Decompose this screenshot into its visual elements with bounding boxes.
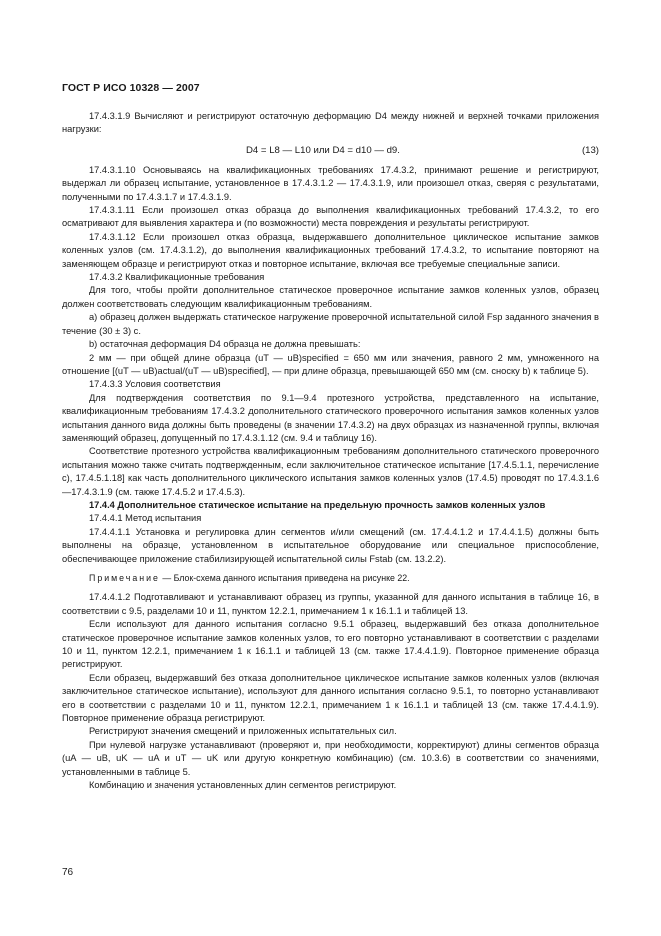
reuse-paragraph-2: Если образец, выдержавший без отказа дополнительное циклическое испытание замков коленных узлов (включая заключительное статическое испытание), используют для данного испытания согласно 9.5.1, то повторно устанавливают его в соответствии с разделами 10 и 11, пунктом 12.2.1, примечанием 1 к 16.1.1 и таблицей 13 (см. также 17.4.4.1.9). Повторное применение образца регистрируют.	[62, 672, 599, 724]
document-body	[62, 110, 599, 793]
conformity-paragraph-1: Для подтверждения соответствия по 9.1—9.4 протезного устройства, представленного на испытание, квалификационным требованиям 17.4.3.2 дополнительного статического проверочного испытания замков коленных узлов испытания данного вида должны быть проведены (в значении 17.4.3.2) на двух образцах из назначенной группы, включая заменяющий образец, допущенный по 17.4.3.1.12 (см. 9.4 и таблицу 16).	[62, 392, 599, 443]
clause-17-4-4-1-heading: 17.4.4.1 Метод испытания	[89, 513, 202, 524]
requirement-b-detail: 2 мм — при общей длине образца (uT — uB)specified = 650 мм или значения, равного 2 мм, умноженного на отношение [(uT — uB)actual/(uT — uB)specified], — при длине образца, превышающей 650 мм (см. сноску b) к таблице 5).	[62, 352, 599, 376]
clause-17-4-4-1-2: 17.4.4.1.2 Подготавливают и устанавливают образец из группы, указанной для данного испытания в таблице 16, в соответствии с 9.5, разделами 10 и 11, пунктом 12.2.1, примечанием 1 к 16.1.1 и таблицей 13.	[62, 592, 599, 616]
record-segment-lengths: Комбинацию и значения установленных длин сегментов регистрируют.	[89, 780, 397, 791]
reuse-paragraph-1: Если используют для данного испытания согласно 9.5.1 образец, выдержавший без отказа дополнительное статическое проверочное испытание замков коленных узлов, то его повторно устанавливают в соответствии с разделами 10 и 11, пунктом 12.2.1, примечанием 1 к 16.1.1 и таблицей 13 (см. также 17.4.4.1.9). Повторное применение образца регистрируют.	[62, 619, 599, 670]
clause-17-4-3-1-12: 17.4.3.1.12 Если произошел отказ образца, выдержавшего дополнительное циклическое испытание замков коленных узлов (см. 17.4.3.1.2), до выполнения квалификационных требований 17.4.3.2, то испытание повторяют на заменяющем образце и регистрируют отказ и повторное испытание, включая все требуемые специальные записи.	[62, 231, 599, 269]
note-text: — Блок-схема данного испытания приведена на рисунке 22.	[159, 573, 410, 583]
record-displacements: Регистрируют значения смещений и приложенных испытательных сил.	[89, 726, 397, 737]
clause-17-4-3-3-heading: 17.4.3.3 Условия соответствия	[89, 379, 221, 390]
requirement-b: b) остаточная деформация D4 образца не должна превышать:	[89, 339, 361, 350]
note	[62, 572, 599, 585]
formula-number: (13)	[581, 144, 599, 156]
formula-13	[62, 140, 599, 162]
formula-expression: D4 = L8 — L10 или D4 = d10 — d9.	[246, 144, 400, 156]
clause-17-4-4-1-1: 17.4.4.1.1 Установка и регулировка длин сегментов и/или смещений (см. 17.4.4.1.2 и 17.4.4.1.5) должны быть выполнены на образце, установленном в испытательное оборудование или специальное приспособление, обеспечивающее приложение стабилизирующей испытательной силы Fstab (см. 13.2.2).	[62, 526, 599, 564]
clause-17-4-3-1-10: 17.4.3.1.10 Основываясь на квалификационных требованиях 17.4.3.2, принимают решение и регистрируют, выдержал ли образец испытание, установленное в 17.4.3.1.2 — 17.4.3.1.9, или произошел отказ, сверяя с результатами, полученными по 17.4.3.1.7 и 17.4.3.1.9.	[62, 164, 599, 202]
note-label: Примечание	[89, 573, 160, 583]
clause-17-4-3-1-11: 17.4.3.1.11 Если произошел отказ образца до выполнения квалификационных требований 17.4.3.2, то его осматривают для выявления характера и (по возможности) места повреждения и результаты регистрируют.	[62, 205, 599, 229]
clause-17-4-3-2-heading: 17.4.3.2 Квалификационные требования	[89, 272, 265, 283]
qualification-intro: Для того, чтобы пройти дополнительное статическое проверочное испытание замков коленных узлов, образец должен соответствовать следующим квалификационным требованиям.	[62, 285, 599, 309]
zero-load-setup: При нулевой нагрузке устанавливают (проверяют и, при необходимости, корректируют) длины сегментов образца (uA — uB, uK — uA и uT — uK или другую конкретную комбинацию) (см. 10.3.6) в соответствии со значениями, установленными в таблице 5.	[62, 739, 599, 777]
page-number: 76	[62, 867, 74, 878]
standard-header: ГОСТ Р ИСО 10328 — 2007	[62, 82, 200, 94]
clause-17-4-3-1-9: 17.4.3.1.9 Вычисляют и регистрируют остаточную деформацию D4 между нижней и верхней точками приложения нагрузки:	[62, 111, 599, 135]
conformity-paragraph-2: Соответствие протезного устройства квалификационным требованиям дополнительного статического проверочного испытания можно также считать подтвержденным, если заключительное статическое испытание [17.4.5.1.1, перечисление с), 17.4.5.1.18] как часть дополнительного циклического испытания замков коленных узлов (17.4.5) проводят по 17.4.3.1.6—17.4.3.1.9 (см. также 17.4.5.2 и 17.4.5.3).	[62, 446, 599, 497]
requirement-a: а) образец должен выдержать статическое нагружение проверочной испытательной силой Fsp заданного значения в течение (30 ± 3) с.	[62, 312, 599, 336]
section-17-4-4-heading: 17.4.4 Дополнительное статическое испытание на предельную прочность замков коленных узлов	[89, 499, 546, 510]
